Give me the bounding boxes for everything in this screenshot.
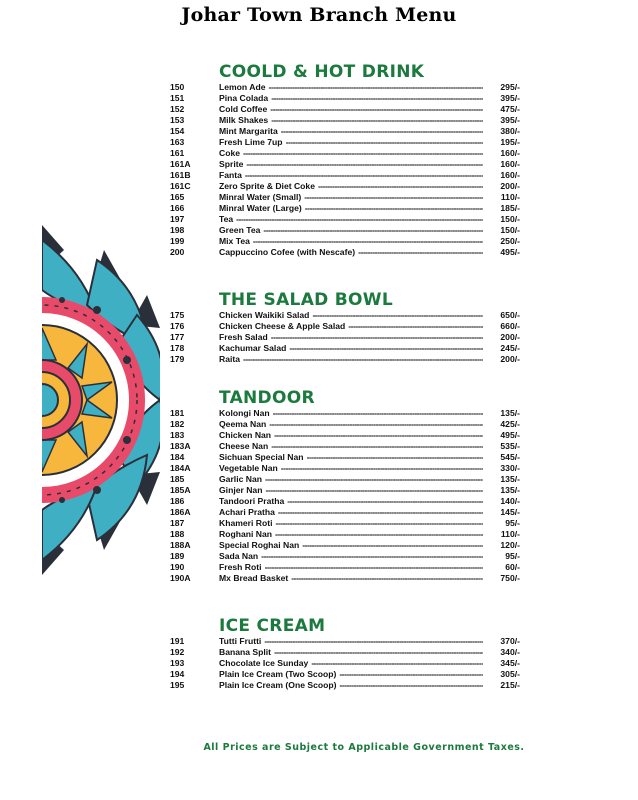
item-price: 135/- (500, 474, 520, 484)
item-code: 189 (170, 551, 185, 561)
item-code: 187 (170, 518, 185, 528)
item-code: 178 (170, 343, 185, 353)
section-title: TANDOOR (219, 388, 315, 408)
menu-item-row (170, 680, 520, 691)
section-tandoor (170, 388, 520, 584)
menu-item-row (170, 647, 520, 658)
item-price: 200/- (500, 181, 520, 191)
item-price: 95/- (505, 518, 520, 528)
item-name: Special Roghai Nan (219, 540, 300, 550)
menu-item-row (170, 310, 520, 321)
menu-item-row (170, 474, 520, 485)
dot-leader (271, 115, 483, 126)
item-name: Chicken Cheese & Apple Salad (219, 321, 346, 331)
menu-item-row (170, 332, 520, 343)
item-price: 395/- (500, 93, 520, 103)
dot-leader (302, 540, 483, 551)
item-name: Achari Pratha (219, 507, 275, 517)
dot-leader (291, 573, 483, 584)
item-name: Coke (219, 148, 241, 158)
dot-leader (307, 452, 483, 463)
mandala-decoration (0, 220, 160, 580)
item-code: 194 (170, 669, 185, 679)
item-code: 197 (170, 214, 185, 224)
item-code: 179 (170, 354, 185, 364)
section-salad (170, 290, 520, 365)
menu-item-row (170, 225, 520, 236)
item-price: 340/- (500, 647, 520, 657)
dot-leader (243, 148, 483, 159)
item-code: 186 (170, 496, 185, 506)
section-title: ICE CREAM (219, 616, 326, 636)
item-name: Green Tea (219, 225, 261, 235)
item-price: 535/- (500, 441, 520, 451)
menu-item-row (170, 551, 520, 562)
dot-leader (287, 496, 483, 507)
item-name: Fresh Roti (219, 562, 262, 572)
item-name: Banana Split (219, 647, 272, 657)
menu-item-row (170, 452, 520, 463)
item-price: 425/- (500, 419, 520, 429)
item-name: Minral Water (Small) (219, 192, 302, 202)
item-price: 120/- (500, 540, 520, 550)
item-name: Roghani Nan (219, 529, 272, 539)
item-price: 495/- (500, 430, 520, 440)
item-name: Raita (219, 354, 241, 364)
item-code: 166 (170, 203, 185, 213)
section-ice-cream (170, 616, 520, 691)
item-price: 195/- (500, 137, 520, 147)
item-code: 165 (170, 192, 185, 202)
item-price: 145/- (500, 507, 520, 517)
menu-item-row (170, 419, 520, 430)
dot-leader (348, 321, 483, 332)
menu-item-row (170, 430, 520, 441)
item-price: 495/- (500, 247, 520, 257)
item-name: Sprite (219, 159, 244, 169)
menu-item-row (170, 214, 520, 225)
item-code: 161 (170, 148, 185, 158)
item-name: Chicken Nan (219, 430, 272, 440)
dot-leader (268, 82, 483, 93)
dot-leader (275, 529, 483, 540)
item-code: 191 (170, 636, 185, 646)
dot-leader (278, 507, 483, 518)
item-name: Pina Colada (219, 93, 269, 103)
menu-item-row (170, 518, 520, 529)
menu-item-row (170, 137, 520, 148)
menu-item-row (170, 540, 520, 551)
menu-item-row (170, 485, 520, 496)
item-name: Chicken Waikiki Salad (219, 310, 310, 320)
dot-leader (265, 562, 484, 573)
dot-leader (271, 332, 483, 343)
dot-leader (305, 203, 483, 214)
menu-item-row (170, 354, 520, 365)
menu-item-row (170, 573, 520, 584)
item-name: Khameri Roti (219, 518, 273, 528)
item-name: Fresh Salad (219, 332, 268, 342)
dot-leader (339, 669, 483, 680)
dot-leader (271, 93, 483, 104)
dot-leader (265, 485, 483, 496)
item-price: 140/- (500, 496, 520, 506)
menu-item-row (170, 203, 520, 214)
menu-item-row (170, 408, 520, 419)
item-price: 95/- (505, 551, 520, 561)
item-price: 150/- (500, 225, 520, 235)
menu-item-row (170, 496, 520, 507)
item-code: 190A (170, 573, 191, 583)
item-code: 200 (170, 247, 185, 257)
item-code: 176 (170, 321, 185, 331)
item-name: Milk Shakes (219, 115, 269, 125)
item-name: Vegetable Nan (219, 463, 278, 473)
section-title: THE SALAD BOWL (219, 290, 393, 310)
item-code: 161A (170, 159, 191, 169)
item-name: Minral Water (Large) (219, 203, 302, 213)
item-name: Cheese Nan (219, 441, 269, 451)
dot-leader (273, 408, 483, 419)
item-name: Tandoori Pratha (219, 496, 285, 506)
menu-item-row (170, 562, 520, 573)
item-name: Mx Bread Basket (219, 573, 289, 583)
menu-item-row (170, 343, 520, 354)
item-name: Cappuccino Cofee (with Nescafe) (219, 247, 356, 257)
item-name: Kachumar Salad (219, 343, 287, 353)
item-price: 135/- (500, 408, 520, 418)
item-price: 150/- (500, 214, 520, 224)
dot-leader (286, 137, 483, 148)
item-price: 135/- (500, 485, 520, 495)
menu-item-row (170, 321, 520, 332)
item-code: 150 (170, 82, 185, 92)
item-code: 185 (170, 474, 185, 484)
dot-leader (312, 310, 483, 321)
item-price: 60/- (505, 562, 520, 572)
item-name: Garlic Nan (219, 474, 262, 484)
item-price: 330/- (500, 463, 520, 473)
dot-leader (281, 126, 483, 137)
item-code: 192 (170, 647, 185, 657)
item-name: Mix Tea (219, 236, 250, 246)
item-code: 184A (170, 463, 191, 473)
item-price: 200/- (500, 332, 520, 342)
item-name: Kolongi Nan (219, 408, 270, 418)
menu-item-row (170, 148, 520, 159)
item-name: Fresh Lime 7up (219, 137, 283, 147)
item-code: 183A (170, 441, 191, 451)
menu-item-row (170, 104, 520, 115)
dot-leader (253, 236, 483, 247)
menu-item-row (170, 192, 520, 203)
item-price: 345/- (500, 658, 520, 668)
item-price: 250/- (500, 236, 520, 246)
dot-leader (245, 170, 483, 181)
item-code: 190 (170, 562, 185, 572)
item-code: 152 (170, 104, 185, 114)
item-code: 195 (170, 680, 185, 690)
menu-item-row (170, 441, 520, 452)
item-price: 110/- (500, 192, 520, 202)
menu-item-row (170, 669, 520, 680)
dot-leader (270, 104, 483, 115)
item-price: 245/- (500, 343, 520, 353)
item-price: 305/- (500, 669, 520, 679)
item-code: 151 (170, 93, 185, 103)
section-drinks (170, 62, 520, 258)
menu-item-row (170, 181, 520, 192)
menu-item-row (170, 170, 520, 181)
dot-leader (339, 680, 483, 691)
item-name: Plain Ice Cream (One Scoop) (219, 680, 337, 690)
menu-item-row (170, 82, 520, 93)
item-name: Ginjer Nan (219, 485, 263, 495)
item-price: 750/- (500, 573, 520, 583)
footer-note: All Prices are Subject to Applicable Government Taxes. (203, 742, 525, 753)
item-price: 380/- (500, 126, 520, 136)
item-code: 198 (170, 225, 185, 235)
menu-item-row (170, 463, 520, 474)
item-code: 161B (170, 170, 191, 180)
item-code: 185A (170, 485, 191, 495)
item-name: Fanta (219, 170, 242, 180)
menu-item-row (170, 93, 520, 104)
dot-leader (318, 181, 483, 192)
page-title: Johar Town Branch Menu (181, 4, 457, 26)
item-price: 475/- (500, 104, 520, 114)
item-name: Tutti Frutti (219, 636, 262, 646)
dot-leader (243, 354, 483, 365)
dot-leader (289, 343, 483, 354)
item-code: 161C (170, 181, 191, 191)
dot-leader (271, 441, 483, 452)
dot-leader (358, 247, 483, 258)
menu-item-row (170, 247, 520, 258)
dot-leader (261, 551, 483, 562)
item-name: Sichuan Special Nan (219, 452, 304, 462)
menu-item-row (170, 159, 520, 170)
menu-item-row (170, 115, 520, 126)
item-code: 181 (170, 408, 185, 418)
item-code: 188A (170, 540, 191, 550)
item-price: 215/- (500, 680, 520, 690)
menu-item-row (170, 658, 520, 669)
dot-leader (236, 214, 483, 225)
item-name: Sada Nan (219, 551, 259, 561)
item-price: 370/- (500, 636, 520, 646)
item-code: 154 (170, 126, 185, 136)
item-price: 160/- (500, 159, 520, 169)
item-name: Plain Ice Cream (Two Scoop) (219, 669, 337, 679)
menu-item-row (170, 529, 520, 540)
item-price: 660/- (500, 321, 520, 331)
item-price: 200/- (500, 354, 520, 364)
menu-item-row (170, 636, 520, 647)
item-name: Lemon Ade (219, 82, 266, 92)
item-price: 160/- (500, 170, 520, 180)
item-code: 153 (170, 115, 185, 125)
dot-leader (311, 658, 483, 669)
item-price: 295/- (500, 82, 520, 92)
dot-leader (275, 518, 483, 529)
item-name: Cold Coffee (219, 104, 268, 114)
item-code: 199 (170, 236, 185, 246)
dot-leader (265, 474, 483, 485)
item-code: 163 (170, 137, 185, 147)
menu-item-row (170, 126, 520, 137)
item-code: 182 (170, 419, 185, 429)
item-code: 186A (170, 507, 191, 517)
item-code: 175 (170, 310, 185, 320)
item-code: 184 (170, 452, 185, 462)
item-price: 395/- (500, 115, 520, 125)
item-name: Mint Margarita (219, 126, 278, 136)
item-name: Zero Sprite & Diet Coke (219, 181, 315, 191)
item-name: Chocolate Ice Sunday (219, 658, 309, 668)
dot-leader (246, 159, 483, 170)
item-name: Tea (219, 214, 234, 224)
dot-leader (264, 636, 483, 647)
dot-leader (274, 647, 483, 658)
menu-item-row (170, 507, 520, 518)
section-title: COOLD & HOT DRINK (219, 62, 425, 82)
dot-leader (263, 225, 483, 236)
item-price: 185/- (500, 203, 520, 213)
item-code: 188 (170, 529, 185, 539)
dot-leader (304, 192, 483, 203)
item-price: 545/- (500, 452, 520, 462)
item-code: 183 (170, 430, 185, 440)
dot-leader (281, 463, 483, 474)
dot-leader (274, 430, 483, 441)
item-name: Qeema Nan (219, 419, 267, 429)
item-price: 160/- (500, 148, 520, 158)
item-price: 650/- (500, 310, 520, 320)
menu-item-row (170, 236, 520, 247)
dot-leader (269, 419, 483, 430)
item-code: 177 (170, 332, 185, 342)
item-price: 110/- (500, 529, 520, 539)
item-code: 193 (170, 658, 185, 668)
